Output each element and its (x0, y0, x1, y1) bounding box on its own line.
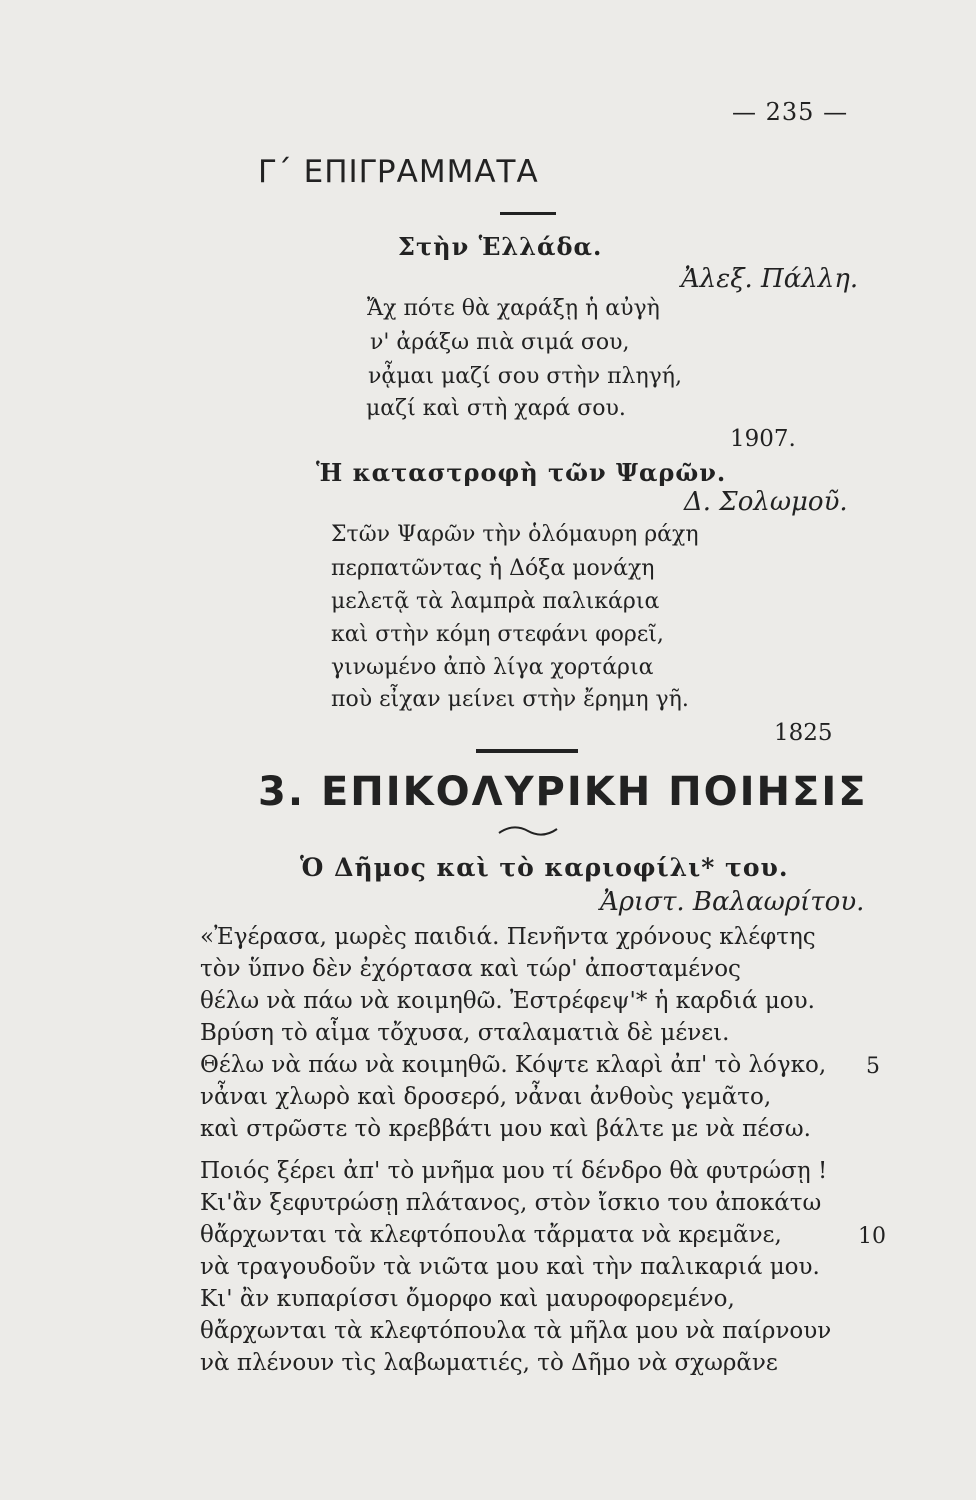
poem-line: ποὺ εἶχαν μείνει στὴν ἔρημη γῆ. (331, 687, 689, 712)
divider-rule (476, 749, 578, 753)
poem-line: Κι'ἂν ξεφυτρώσῃ πλάτανος, στὸν ἴσκιο του ἀποκάτω (200, 1190, 822, 1216)
poem-author: Ἀριστ. Βαλαωρίτου. (600, 887, 865, 917)
poem-line: θἄρχωνται τὰ κλεφτόπουλα τἄρματα νὰ κρεμᾶνε, (200, 1222, 782, 1248)
section-heading-epicolyric: 3. ΕΠΙΚΟΛΥΡΙΚΗ ΠΟΙΗΣΙΣ (258, 769, 868, 815)
poem-line: Θέλω νὰ πάω νὰ κοιμηθῶ. Κόψτε κλαρὶ ἀπ' τὸ λόγκο, (200, 1052, 827, 1078)
poem-line: θἄρχωνται τὰ κλεφτόπουλα τὰ μῆλα μου νὰ παίρνουν (200, 1318, 832, 1344)
swash-ornament (497, 824, 559, 838)
poem-title: Ἡ καταστροφὴ τῶν Ψαρῶν. (316, 458, 727, 487)
poem-line: καὶ στρῶστε τὸ κρεββάτι μου καὶ βάλτε με νὰ πέσω. (200, 1116, 811, 1142)
poem-title: Ὁ Δῆμος καὶ τὸ καριοφίλι* του. (300, 853, 789, 882)
section-heading-epigrams: Γ΄ ΕΠΙΓΡΑΜΜΑΤΑ (258, 154, 539, 190)
poem-author: Ἀλεξ. Πάλλη. (681, 264, 859, 294)
page-number: — 235 — (732, 98, 849, 126)
poem-line: θέλω νὰ πάω νὰ κοιμηθῶ. Ἐστρέφεψ'* ἡ καρδιά μου. (200, 988, 815, 1014)
poem-line: «Ἐγέρασα, μωρὲς παιδιά. Πενῆντα χρόνους κλέφτης (200, 924, 816, 950)
poem-line: καὶ στὴν κόμη στεφάνι φορεῖ, (331, 622, 664, 647)
poem-line: Ἄχ πότε θὰ χαράξῃ ἡ αὐγὴ (367, 296, 660, 321)
poem-line: Ποιός ξέρει ἀπ' τὸ μνῆμα μου τί δένδρο θὰ φυτρώσῃ ! (200, 1158, 828, 1184)
line-number: 5 (866, 1054, 880, 1079)
poem-line: Κι' ἂν κυπαρίσσι ὄμορφο καὶ μαυροφορεμένο, (200, 1286, 735, 1312)
poem-line: περπατῶντας ἡ Δόξα μονάχη (331, 556, 655, 581)
poem-year: 1907. (730, 426, 796, 452)
poem-line: γινωμένο ἀπὸ λίγα χορτάρια (331, 655, 654, 680)
poem-line: μαζί καὶ στὴ χαρά σου. (366, 396, 626, 421)
poem-year: 1825 (774, 720, 833, 746)
poem-line: Βρύση τὸ αἷμα τὄχυσα, σταλαματιὰ δὲ μένει. (200, 1020, 730, 1046)
poem-line: νᾆμαι μαζί σου στὴν πληγή, (368, 364, 682, 389)
divider-rule (500, 212, 556, 215)
poem-line: μελετᾷ τὰ λαμπρὰ παλικάρια (331, 589, 660, 614)
poem-line: Στῶν Ψαρῶν τὴν ὁλόμαυρη ράχη (331, 522, 699, 547)
poem-line: νἆναι χλωρὸ καὶ δροσερό, νἆναι ἀνθοὺς γεμᾶτο, (200, 1084, 772, 1110)
poem-title: Στὴν Ἑλλάδα. (398, 232, 603, 261)
line-number: 10 (858, 1224, 886, 1249)
poem-line: ν' ἀράξω πιὰ σιμά σου, (370, 330, 630, 355)
poem-line: νὰ πλένουν τὶς λαβωματιές, τὸ Δῆμο νὰ σχωρᾶνε (200, 1350, 778, 1376)
poem-line: τὸν ὕπνο δὲν ἐχόρτασα καὶ τώρ' ἀποσταμένος (200, 956, 741, 982)
poem-author: Δ. Σολωμοῦ. (684, 487, 848, 517)
poem-line: νὰ τραγουδοῦν τὰ νιῶτα μου καὶ τὴν παλικαριά μου. (200, 1254, 820, 1280)
